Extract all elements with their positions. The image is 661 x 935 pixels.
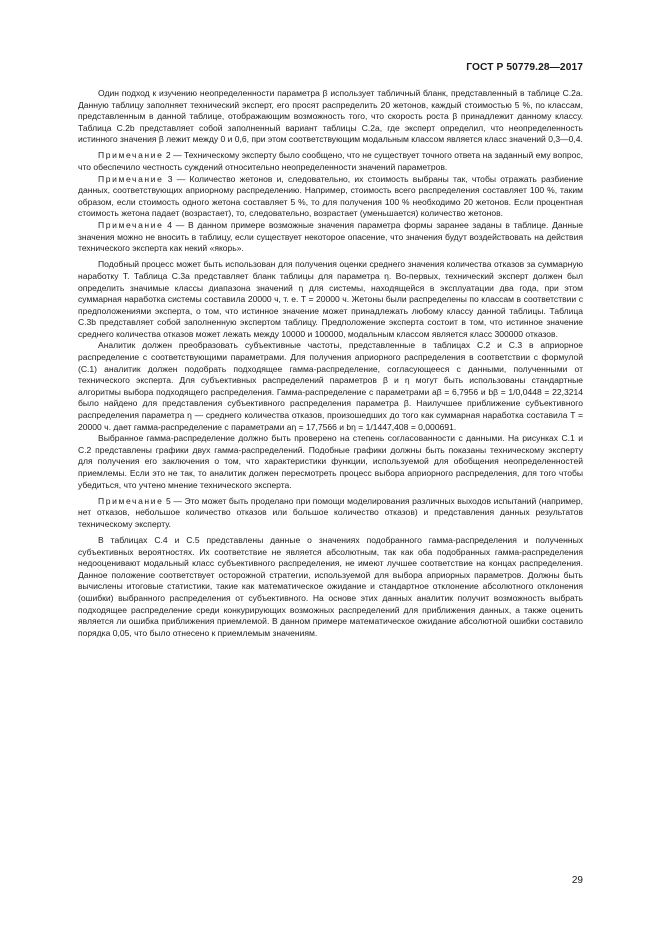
- paragraph-gamma-fit: Аналитик должен преобразовать субъективные частоты, представленные в таблицах С.2 и С.3 в априорное распределение с соответствующими параметрами. Для получения априорного распределения в соответствии с формулой (С.1) аналитик должен подобрать подходящее гамма-распределение, согласующееся с данными, полученными от технического эксперта. Для субъективных распределений параметров β и η могут быть использованы стандартные алгоритмы выбора подходящего распределения. Гамма-распределение с параметрами aβ = 6,7956 и bβ = 1/0,0448 = 22,3214 было найдено для представления субъективного распределения параметра β. Наилучшее приближение субъективного распределения параметра η — среднего количества отказов, произошедших до того как суммарная наработка составила T = 20000 ч. дает гамма-распределение с параметрами aη = 17,7566 и bη = 1/1447,408 = 0,000691.: [78, 340, 583, 432]
- body-text: [78, 88, 583, 639]
- note-number: 2: [165, 150, 171, 161]
- note-label: Примечание: [98, 220, 164, 231]
- note-label: Примечание: [98, 495, 164, 506]
- paragraph-beta-uncertainty: Один подход к изучению неопределенности параметра β использует табличный бланк, представленный в таблице С.2а. Данную таблицу заполняет технический эксперт, его просят распределить 20 жетонов, каждый стоимостью 5 %, по классам, представленным в данной таблице, отображающим возможность того, что скорость роста β принадлежит данному классу. Таблица С.2b представляет собой заполненный вариант таблицы С.2а, где эксперт определил, что неопределенность истинного значения β лежит между 0 и 0,6, при этом соответствующим модальным классом является класс значений 0,3—0,4.: [78, 88, 583, 145]
- note-label: Примечание: [98, 150, 164, 161]
- page-number: 29: [571, 875, 583, 886]
- note-4: [78, 220, 583, 255]
- note-5: [78, 496, 583, 531]
- standard-designation: ГОСТ Р 50779.28—2017: [466, 62, 583, 73]
- note-text: — В данном примере возможные значения параметра формы заранее заданы в таблице. Данные значения можно не вносить в таблицу, если существует некоторое опасение, что значения будут воздействовать на действия технического эксперта как некий «якорь».: [78, 220, 584, 254]
- note-text: — Это может быть проделано при помощи моделирования различных выходов испытаний (например, нет отказов, небольшое количество отказов или большое количество отказов) и представления данных результатов техническому эксперту.: [78, 495, 584, 529]
- note-2: [78, 150, 583, 173]
- note-number: 3: [167, 173, 173, 184]
- paragraph-failures-estimate: Подобный процесс может быть использован для получения оценки среднего значения количества отказов за суммарную наработку T. Таблица С.3а представляет бланк таблицы для параметра η. Во-первых, технический эксперт должен был определить значимые классы диапазона значений η для системы, находящейся в эксплуатации два года, при этом суммарная наработка системы составила 20000 ч, т. е. T = 20000 ч. Жетоны были распределены по классам в соответствии с предположениями эксперта, о том, что истинное значение может принадлежать любому классу данной таблицы. Таблица С.3b представляет собой заполненную экспертом таблицу. Предположение эксперта состоит в том, что истинное значение среднего количества отказов может лежать между 10000 и 100000, модальным классом является класс 300000 отказов.: [78, 259, 583, 339]
- note-number: 5: [166, 495, 171, 506]
- paragraph-tables-c4-c5: В таблицах С.4 и С.5 представлены данные о значениях подобранного гамма-распределения и полученных субъективных вероятностях. Их соответствие не является абсолютным, так как оба подобранных гамма-распределения недооценивают модальный класс субъективного распределения, не имеют лучшее соответствие на концах распределения. Данное положение соответствует осторожной стратегии, используемой для выбора априорных параметров. Должны быть вычислены итоговые статистики, такие как математическое ожидание и стандартное отклонение абсолютного отклонения (ошибки) выбранного распределения от субъективного. На основе этих данных аналитик получит возможность выбрать подходящее распределение среди конкурирующих возможных распределений для приближения данных, а также оценить является ли ошибка приближения приемлемой. В данном примере математическое ожидание абсолютной ошибки составило порядка 0,05, что было отнесено к приемлемым значениям.: [78, 534, 583, 638]
- note-label: Примечание: [98, 173, 164, 184]
- note-number: 4: [167, 220, 172, 231]
- note-text: — Количество жетонов и, следовательно, их стоимость выбраны так, чтобы отражать разбиение данных, соответствующих априорному распределению. Например, стоимость всего распределения составляет 100 %, таким образом, если стоимость одного жетона составляет 5 %, то для получения 100 % необходимо 20 жетонов. Если процентная стоимость жетона падает (возрастает), то, следовательно, возрастает (уменьшается) количество жетонов.: [78, 173, 583, 219]
- paragraph-gamma-check: Выбранное гамма-распределение должно быть проверено на степень согласованности с данными. На рисунках С.1 и С.2 представлены графики двух гамма-распределений. Подобные графики должны быть показаны техническому эксперту для получения его заключения о том, что характеристики функции, используемой для обобщения неопределенностей приемлемы. Если это не так, то аналитик должен пересмотреть процесс выбора априорного распределения, для того чтобы убедиться, что учтено мнение технического эксперта.: [78, 433, 583, 490]
- note-text: — Техническому эксперту было сообщено, что не существует точного ответа на заданный ему вопрос, что обеспечило честность суждений относительно неопределенности значений параметров.: [78, 150, 584, 173]
- note-3: [78, 174, 583, 220]
